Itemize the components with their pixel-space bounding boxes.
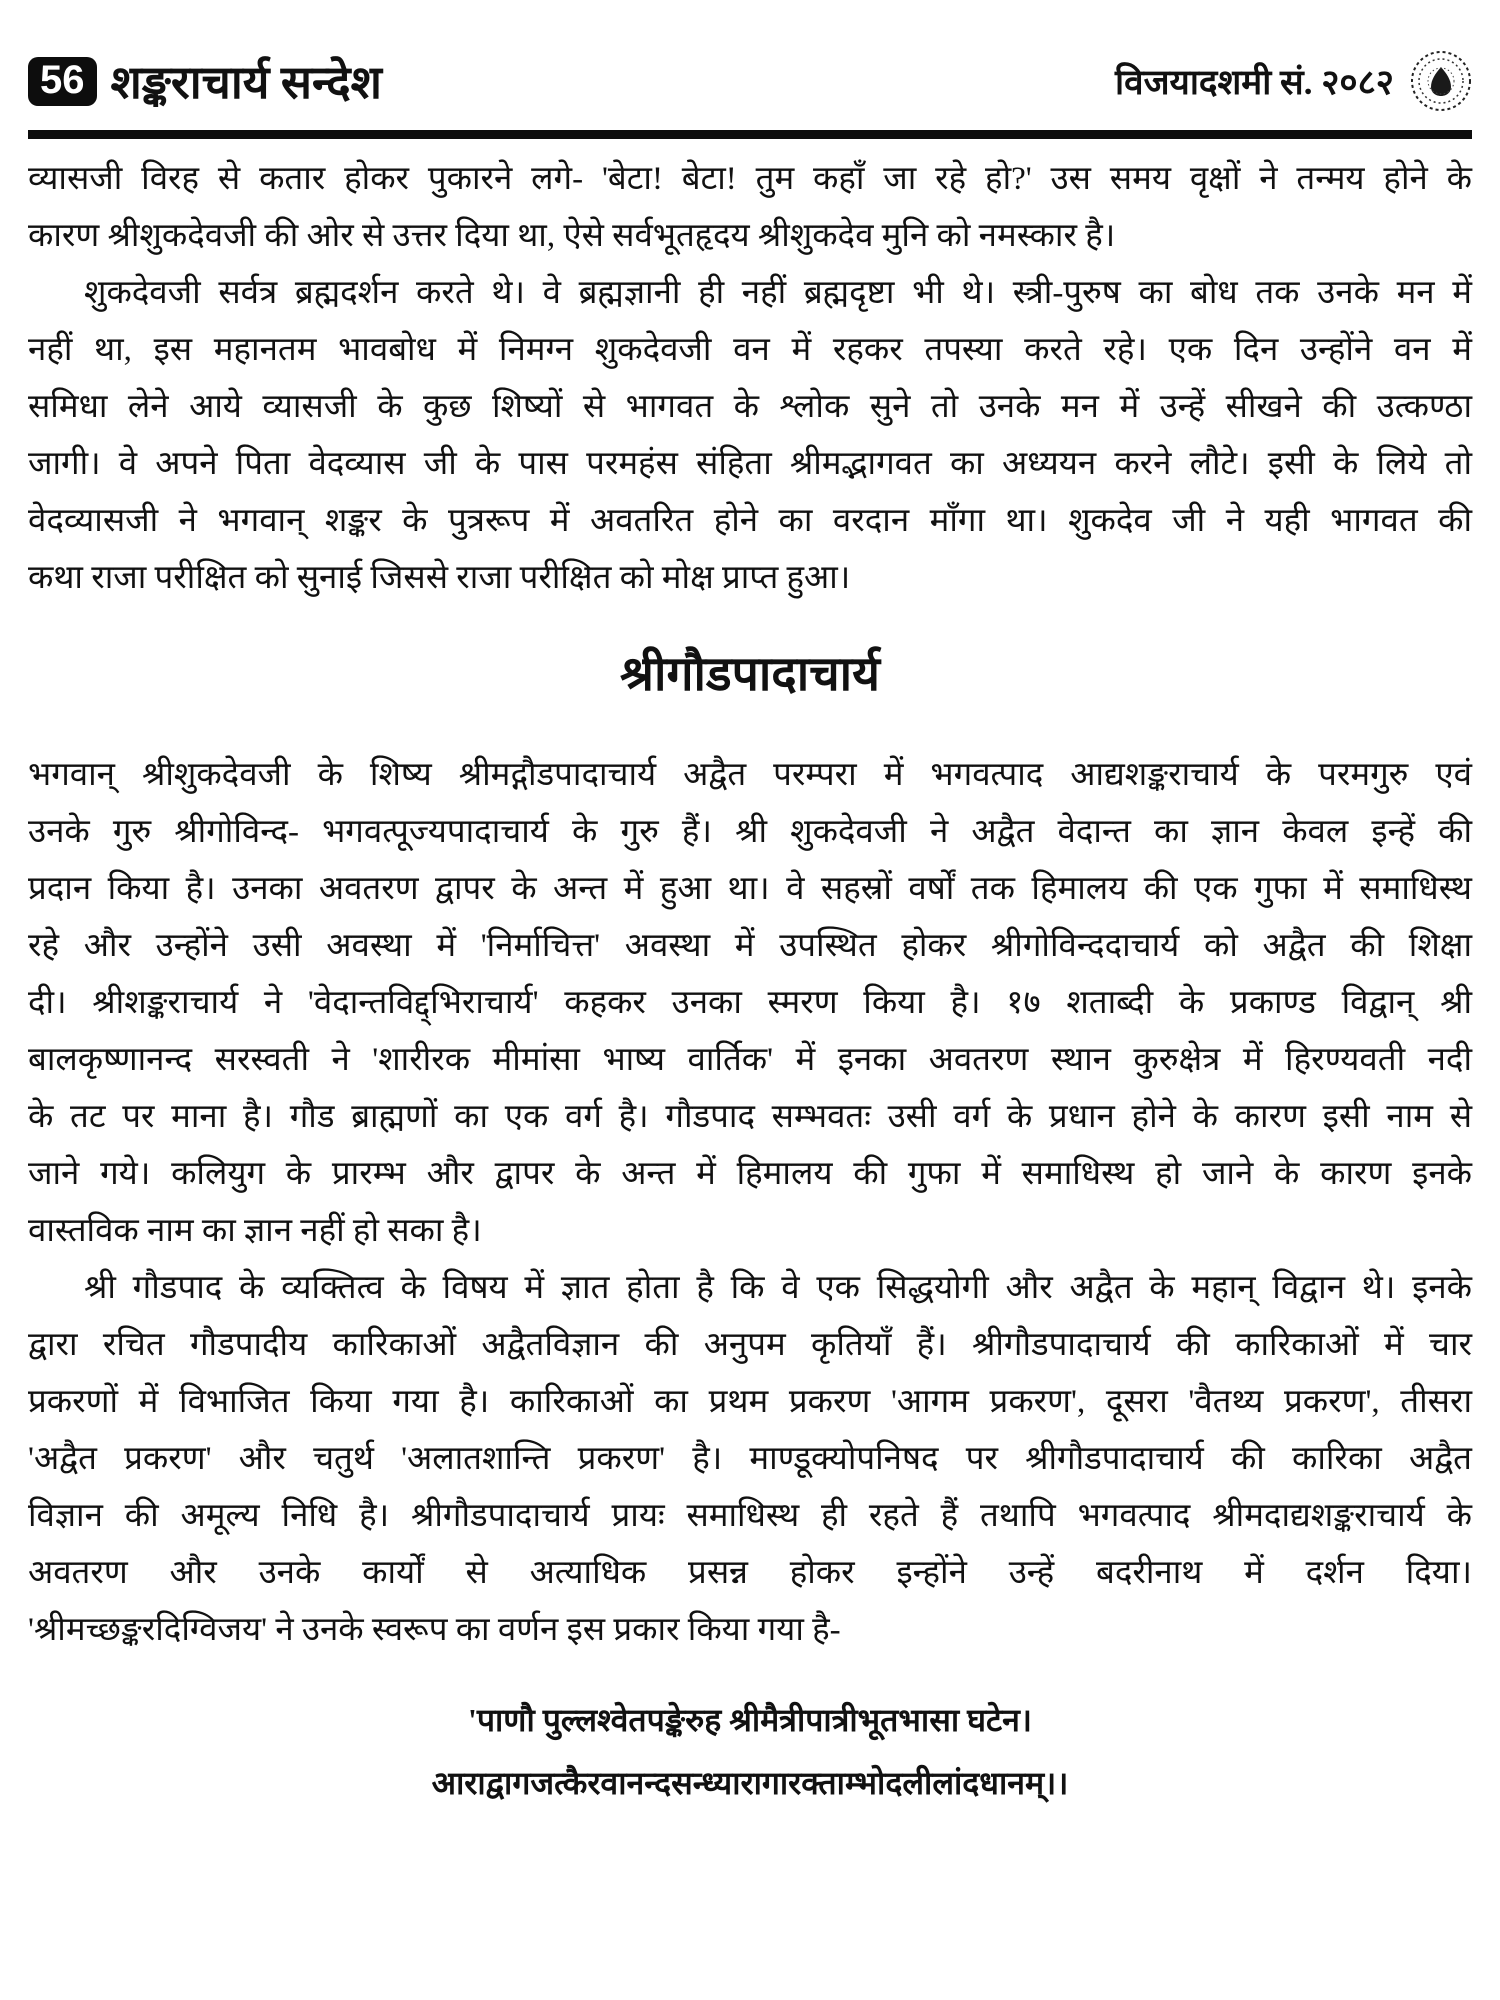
text-line: वास्तविक नाम का ज्ञान नहीं हो सका है। — [28, 1213, 482, 1249]
matha-seal-icon — [1410, 50, 1472, 112]
text-line: 'अद्वैत प्रकरण' और चतुर्थ 'अलातशान्ति प्रकरण' है। माण्डूक्योपनिषद पर श्रीगौडपादाचार्य की कारिका अद्वैत — [28, 1441, 1472, 1477]
verse-line: 'पाणौ पुल्लश्वेतपङ्केरुह श्रीमैत्रीपात्रीभूतभासा घटेन। — [467, 1702, 1033, 1738]
text-line: नहीं था, इस महानतम भावबोध में निमग्न शुकदेवजी वन में रहकर तपस्या करते रहे। एक दिन उन्होंने वन में — [28, 332, 1472, 368]
text-line: 'श्रीमच्छङ्करदिग्विजय' ने उनके स्वरूप का वर्णन इस प्रकार किया गया है- — [28, 1612, 841, 1648]
text-line: जागी। वे अपने पिता वेदव्यास जी के पास परमहंस संहिता श्रीमद्भागवत का अध्ययन करने लौटे। इसी के लिये तो — [28, 446, 1472, 482]
page-number-badge: 56 — [28, 57, 97, 106]
text-line: प्रकरणों में विभाजित किया गया है। कारिकाओं का प्रथम प्रकरण 'आगम प्रकरण', दूसरा 'वैतथ्य प्रकरण', तीसरा — [28, 1384, 1472, 1420]
text-line: शुकदेवजी सर्वत्र ब्रह्मदर्शन करते थे। वे ब्रह्मज्ञानी ही नहीं ब्रह्मदृष्टा भी थे। स्त्री-पुरुष का बोध तक उनके मन में — [84, 275, 1472, 311]
text-line: उनके गुरु श्रीगोविन्द- भगवत्पूज्यपादाचार्य के गुरु हैं। श्री शुकदेवजी ने अद्वैत वेदान्त का ज्ञान केवल इन्हें की — [28, 814, 1472, 850]
verse-line: आराद्वागजत्कैरवानन्दसन्ध्यारागारक्ताम्भोदलीलांदधानम्।। — [431, 1765, 1069, 1801]
text-line: व्यासजी विरह से कतार होकर पुकारने लगे- 'बेटा! बेटा! तुम कहाँ जा रहे हो?' उस समय वृक्षों ने तन्मय होने के — [28, 161, 1472, 197]
text-line: अवतरण और उनके कार्यों से अत्याधिक प्रसन्न होकर इन्होंने उन्हें बदरीनाथ में दर्शन दिया। — [28, 1555, 1472, 1591]
text-line: श्री गौडपाद के व्यक्तित्व के विषय में ज्ञात होता है कि वे एक सिद्धयोगी और अद्वैत के महान् विद्वान थे। इनके — [84, 1270, 1472, 1306]
text-line: द्वारा रचित गौडपादीय कारिकाओं अद्वैतविज्ञान की अनुपम कृतियाँ हैं। श्रीगौडपादाचार्य की कारिकाओं में चार — [28, 1327, 1472, 1363]
header-rule — [28, 130, 1472, 139]
text-line: बालकृष्णानन्द सरस्वती ने 'शारीरक मीमांसा भाष्य वार्तिक' में इनका अवतरण स्थान कुरुक्षेत्र में हिरण्यवती नदी — [28, 1042, 1472, 1078]
text-line: भगवान् श्रीशुकदेवजी के शिष्य श्रीमद्गौडपादाचार्य अद्वैत परम्परा में भगवत्पाद आद्यशङ्कराचार्य के परमगुरु एवं — [28, 757, 1472, 793]
text-line: दी। श्रीशङ्कराचार्य ने 'वेदान्तविद्द्भिराचार्य' कहकर उनका स्मरण किया है। १७ शताब्दी के प्रकाण्ड विद्वान् श्री — [28, 985, 1472, 1021]
text-line: रहे और उन्होंने उसी अवस्था में 'निर्माचित्त' अवस्था में उपस्थित होकर श्रीगोविन्ददाचार्य को अद्वैत की शिक्षा — [28, 928, 1472, 964]
text-line: विज्ञान की अमूल्य निधि है। श्रीगौडपादाचार्य प्रायः समाधिस्थ ही रहते हैं तथापि भगवत्पाद श्रीमदाद्यशङ्कराचार्य के — [28, 1498, 1472, 1534]
text-line: जाने गये। कलियुग के प्रारम्भ और द्वापर के अन्त में हिमालय की गुफा में समाधिस्थ हो जाने के कारण इनके — [28, 1156, 1472, 1192]
text-line: कारण श्रीशुकदेवजी की ओर से उत्तर दिया था, ऐसे सर्वभूतहृदय श्रीशुकदेव मुनि को नमस्कार है। — [28, 218, 1116, 254]
text-line: प्रदान किया है। उनका अवतरण द्वापर के अन्त में हुआ था। वे सहस्रों वर्षों तक हिमालय की एक गुफा में समाधिस्थ — [28, 871, 1472, 907]
text-line: वेदव्यासजी ने भगवान् शङ्कर के पुत्ररूप में अवतरित होने का वरदान माँगा था। शुकदेव जी ने यही भागवत की — [28, 503, 1472, 539]
sanskrit-verse — [28, 1689, 1472, 1815]
text-line: कथा राजा परीक्षित को सुनाई जिससे राजा परीक्षित को मोक्ष प्राप्त हुआ। — [28, 560, 851, 596]
masthead-title: शङ्कराचार्य सन्देश — [110, 57, 382, 108]
text-line: समिधा लेने आये व्यासजी के कुछ शिष्यों से भागवत के श्लोक सुने तो उनके मन में उन्हें सीखने की उत्कण्ठा — [28, 389, 1472, 425]
text-line: के तट पर माना है। गौड ब्राह्मणों का एक वर्ग है। गौडपाद सम्भवतः उसी वर्ग के प्रधान होने के कारण इसी नाम से — [28, 1099, 1472, 1135]
section-heading: श्रीगौडपादाचार्य — [620, 648, 880, 701]
issue-date: विजयादशमी सं. २०८२ — [1115, 62, 1394, 102]
article-body — [28, 151, 1472, 1815]
page-header — [28, 46, 1472, 116]
